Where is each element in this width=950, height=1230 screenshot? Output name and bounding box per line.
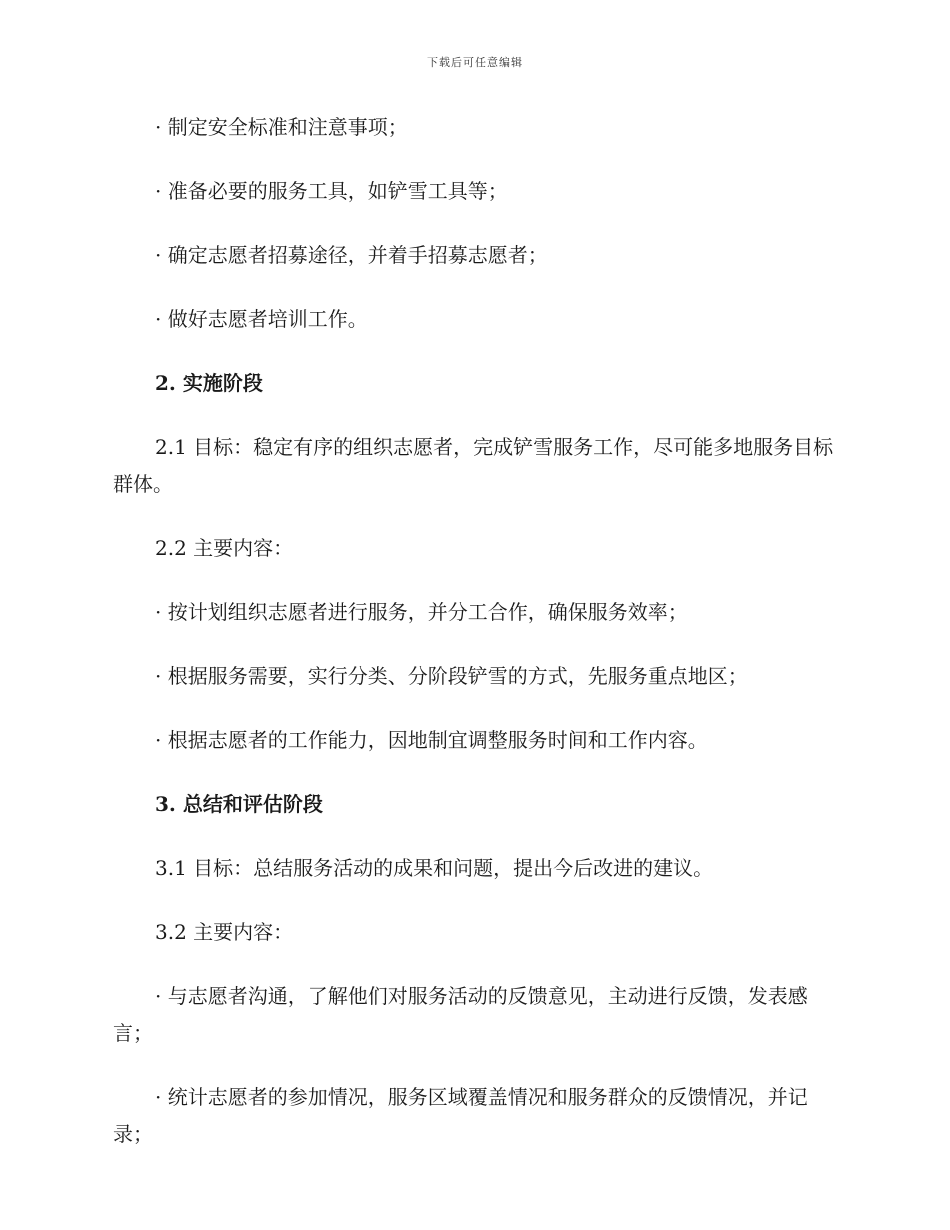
- bullet-adjust-schedule: · 根据志愿者的工作能力，因地制宜调整服务时间和工作内容。: [155, 728, 708, 752]
- implementation-goal: 2.1 目标：稳定有序的组织志愿者，完成铲雪服务工作，尽可能多地服务目标群体。: [113, 435, 834, 496]
- implementation-content-label: 2.2 主要内容：: [155, 536, 294, 560]
- bullet-volunteer-feedback: · 与志愿者沟通，了解他们对服务活动的反馈意见，主动进行反馈，发表感言；: [113, 984, 808, 1045]
- bullet-statistics-record: · 统计志愿者的参加情况，服务区域覆盖情况和服务群众的反馈情况，并记录；: [113, 1085, 808, 1146]
- summary-content-label: 3.2 主要内容：: [155, 920, 294, 944]
- bullet-staged-shoveling: · 根据服务需要，实行分类、分阶段铲雪的方式，先服务重点地区；: [155, 664, 748, 688]
- bullet-volunteer-training: · 做好志愿者培训工作。: [155, 307, 368, 331]
- section-heading-summary: 3. 总结和评估阶段: [155, 792, 323, 816]
- summary-goal: 3.1 目标：总结服务活动的成果和问题，提出今后改进的建议。: [155, 856, 714, 880]
- bullet-safety-standards: · 制定安全标准和注意事项；: [155, 115, 408, 139]
- bullet-recruit-volunteers: · 确定志愿者招募途径，并着手招募志愿者；: [155, 243, 548, 267]
- bullet-organize-service: · 按计划组织志愿者进行服务，并分工合作，确保服务效率；: [155, 600, 688, 624]
- bullet-prepare-tools: · 准备必要的服务工具，如铲雪工具等；: [155, 179, 508, 203]
- document-body: [113, 109, 840, 1180]
- section-heading-implementation: 2. 实施阶段: [155, 371, 263, 395]
- page-header: 下载后可任意编辑: [427, 56, 523, 69]
